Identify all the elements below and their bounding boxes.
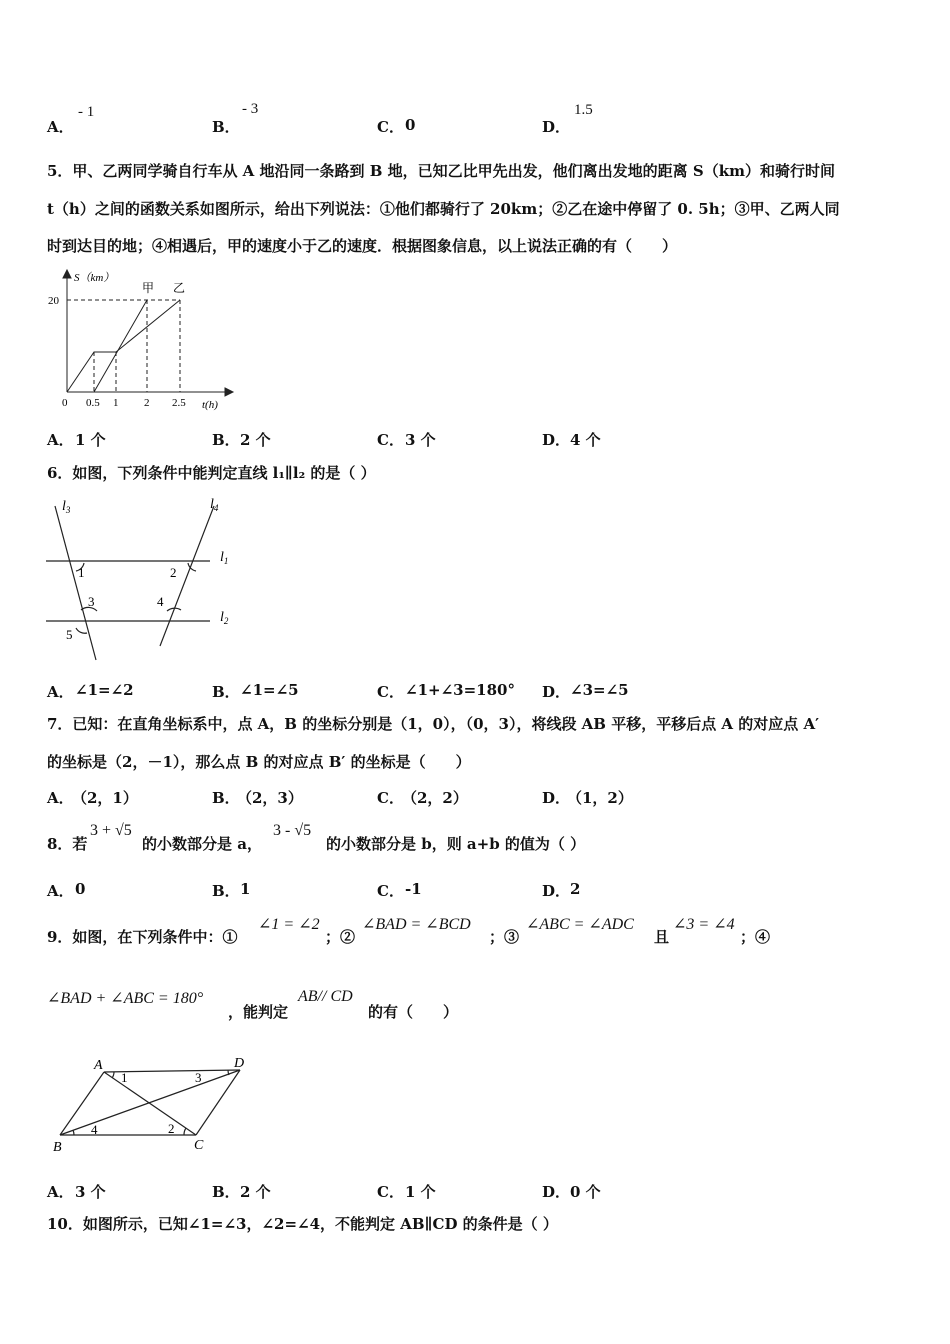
q9-option-a-value: 3 个 — [75, 1183, 106, 1201]
q8-suffix: 的小数部分是 b，则 a+b 的值为（ ） — [326, 835, 586, 853]
q9-angle-3: 3 — [195, 1070, 202, 1085]
q9-angle-4: 4 — [91, 1122, 98, 1137]
q5-x-tick-2: 2 — [144, 397, 150, 409]
q5-x-tick-25: 2.5 — [172, 397, 186, 409]
q6-figure — [40, 488, 245, 668]
q7-option-b-letter: B． — [212, 789, 240, 807]
q5-x-tick-05: 0.5 — [86, 397, 100, 409]
q9-option-b-letter: B． — [212, 1183, 240, 1201]
q9-option-a-letter: A． — [47, 1183, 74, 1201]
q6-option-a-letter: A． — [47, 683, 74, 701]
q6-angle-1: 1 — [78, 565, 85, 580]
q6-option-c-value: ∠1+∠3=180° — [405, 681, 515, 699]
q9-arc-4 — [73, 1130, 74, 1135]
q6-label-l2: $l_2$ — [220, 610, 229, 626]
q5-line-1: 5．甲、乙两同学骑自行车从 A 地沿同一条路到 B 地，已知乙比甲先出发，他们离出发地的距离 S（km）和骑行时间 — [47, 162, 835, 180]
q6-text: 6．如图，下列条件中能判定直线 l₁∥l₂ 的是（ ） — [47, 464, 376, 482]
q9-angle-1: 1 — [121, 1070, 128, 1085]
q9-option-d-value: 0 个 — [570, 1183, 601, 1201]
q6-label-l3: $l_3$ — [62, 499, 71, 515]
q7-option-a-value: （2，1） — [72, 789, 138, 807]
q6-option-a-value: ∠1=∠2 — [75, 681, 134, 699]
q9-angle-2: 2 — [168, 1121, 175, 1136]
q5-x-tick-1: 1 — [113, 397, 119, 409]
q6-angle-5: 5 — [66, 627, 73, 642]
q7-option-c-value: （2，2） — [402, 789, 468, 807]
q7-line-1: 7．已知：在直角坐标系中，点 A，B 的坐标分别是（1，0），（0，3），将线段 AB 平移，平移后点 A 的对应点 A′ — [47, 715, 820, 733]
q9-diagonal-ac — [104, 1072, 196, 1135]
q6-option-d-value: ∠3=∠5 — [570, 681, 629, 699]
q6-angle-3: 3 — [88, 594, 95, 609]
q5-y-arrow — [63, 270, 71, 278]
q9-label-b: B — [53, 1140, 62, 1155]
q4-option-a-value: - 1 — [78, 104, 95, 120]
q6-option-d-letter: D． — [542, 683, 571, 701]
q5-x-arrow — [225, 388, 233, 396]
q8-option-d-value: 2 — [570, 880, 581, 898]
q7-option-b-value: （2，3） — [237, 789, 303, 807]
q9-cond-2: ∠BAD = ∠BCD — [362, 916, 471, 933]
q7-option-d-value: （1，2） — [567, 789, 633, 807]
q9-label-c: C — [194, 1138, 204, 1153]
q8-option-a-letter: A． — [47, 882, 74, 900]
q5-option-a-letter: A． — [47, 431, 74, 449]
q5-graph — [40, 268, 240, 413]
q9-cond-3: ∠ABC = ∠ADC — [526, 916, 634, 933]
q8-option-b-letter: B． — [212, 882, 240, 900]
q4-option-c-letter: C． — [377, 118, 404, 136]
q9-label-a: A — [94, 1058, 103, 1073]
q7-option-d-letter: D． — [542, 789, 571, 807]
q8-prefix: 8．若 — [47, 835, 88, 853]
q9-cond-3b: ∠3 = ∠4 — [673, 916, 735, 933]
q8-mid: 的小数部分是 a， — [142, 835, 262, 853]
q5-option-c-letter: C． — [377, 431, 404, 449]
q5-line-jia — [94, 300, 147, 392]
q6-line-l4 — [160, 506, 214, 646]
q5-y-label: S（km） — [74, 272, 115, 284]
q9-option-d-letter: D． — [542, 1183, 571, 1201]
q8-option-d-letter: D． — [542, 882, 571, 900]
q4-option-c-value: 0 — [405, 116, 416, 134]
q4-option-b-letter: B． — [212, 118, 240, 136]
q8-option-b-value: 1 — [240, 880, 251, 898]
q5-line-2: t（h）之间的函数关系如图所示，给出下列说法：①他们都骑行了 20km；②乙在途中停留了 0. 5h；③甲、乙两人同 — [47, 200, 840, 218]
q8-option-a-value: 0 — [75, 880, 86, 898]
q9-figure — [44, 1050, 259, 1155]
q9-mid: ，能判定 — [228, 1003, 289, 1021]
q4-option-d-value: 1.5 — [574, 102, 593, 118]
q6-label-l1: $l_1$ — [220, 550, 229, 566]
q9-option-c-value: 1 个 — [405, 1183, 436, 1201]
q7-option-c-letter: C． — [377, 789, 404, 807]
q8-expr-2: 3 - √5 — [273, 822, 312, 839]
q9-arc-2 — [184, 1128, 186, 1135]
q8-expr-1: 3 + √5 — [90, 822, 132, 839]
q5-x-tick-0: 0 — [62, 397, 68, 409]
q9-option-b-value: 2 个 — [240, 1183, 271, 1201]
q10-text: 10．如图所示，已知∠1=∠3，∠2=∠4，不能判定 AB∥CD 的条件是（ ） — [47, 1215, 558, 1233]
q5-option-a-value: 1 个 — [75, 431, 106, 449]
q5-line-3: 时到达目的地；④相遇后，甲的速度小于乙的速度．根据图象信息，以上说法正确的有（ ） — [47, 237, 678, 255]
q9-option-c-letter: C． — [377, 1183, 404, 1201]
q6-option-b-letter: B． — [212, 683, 240, 701]
q4-option-b-value: - 3 — [242, 101, 259, 117]
q5-option-c-value: 3 个 — [405, 431, 436, 449]
q5-option-b-value: 2 个 — [240, 431, 271, 449]
q9-sep-3: ；④ — [740, 928, 771, 946]
q5-label-jia: 甲 — [142, 281, 155, 295]
q4-option-a-letter: A． — [47, 118, 74, 136]
q7-option-a-letter: A． — [47, 789, 74, 807]
q9-sep-1: ；② — [325, 928, 356, 946]
q6-angle-2: 2 — [170, 565, 177, 580]
q9-conclusion: AB// CD — [298, 988, 353, 1005]
q5-line-yi — [67, 300, 180, 392]
q6-angle-4: 4 — [157, 594, 164, 609]
q5-option-b-letter: B． — [212, 431, 240, 449]
q9-cond-1: ∠1 = ∠2 — [258, 916, 320, 933]
q4-option-d-letter: D． — [542, 118, 571, 136]
q9-cond-4: ∠BAD + ∠ABC = 180° — [47, 990, 204, 1007]
q9-diagonal-bd — [60, 1070, 240, 1135]
q8-option-c-value: -1 — [405, 880, 422, 898]
q5-label-yi: 乙 — [173, 281, 186, 295]
q6-line-l3 — [55, 506, 96, 660]
q9-arc-1 — [112, 1072, 114, 1078]
q6-label-l4: $l_4$ — [210, 497, 219, 513]
q5-option-d-value: 4 个 — [570, 431, 601, 449]
q5-y-tick: 20 — [48, 295, 59, 307]
q9-suffix: 的有（ ） — [368, 1003, 459, 1021]
q9-sep-2: ；③ — [489, 928, 520, 946]
q9-label-d: D — [234, 1056, 245, 1071]
q7-line-2: 的坐标是（2，－1），那么点 B 的对应点 B′ 的坐标是（ ） — [47, 753, 471, 771]
q6-option-b-value: ∠1=∠5 — [240, 681, 299, 699]
q9-and: 且 — [654, 928, 670, 946]
q9-side-cd — [196, 1070, 240, 1135]
q6-option-c-letter: C． — [377, 683, 404, 701]
q9-prefix: 9．如图，在下列条件中：① — [47, 928, 238, 946]
q8-option-c-letter: C． — [377, 882, 404, 900]
q5-option-d-letter: D． — [542, 431, 571, 449]
q5-x-label: t(h) — [202, 399, 218, 411]
q6-arc-5 — [76, 628, 87, 633]
